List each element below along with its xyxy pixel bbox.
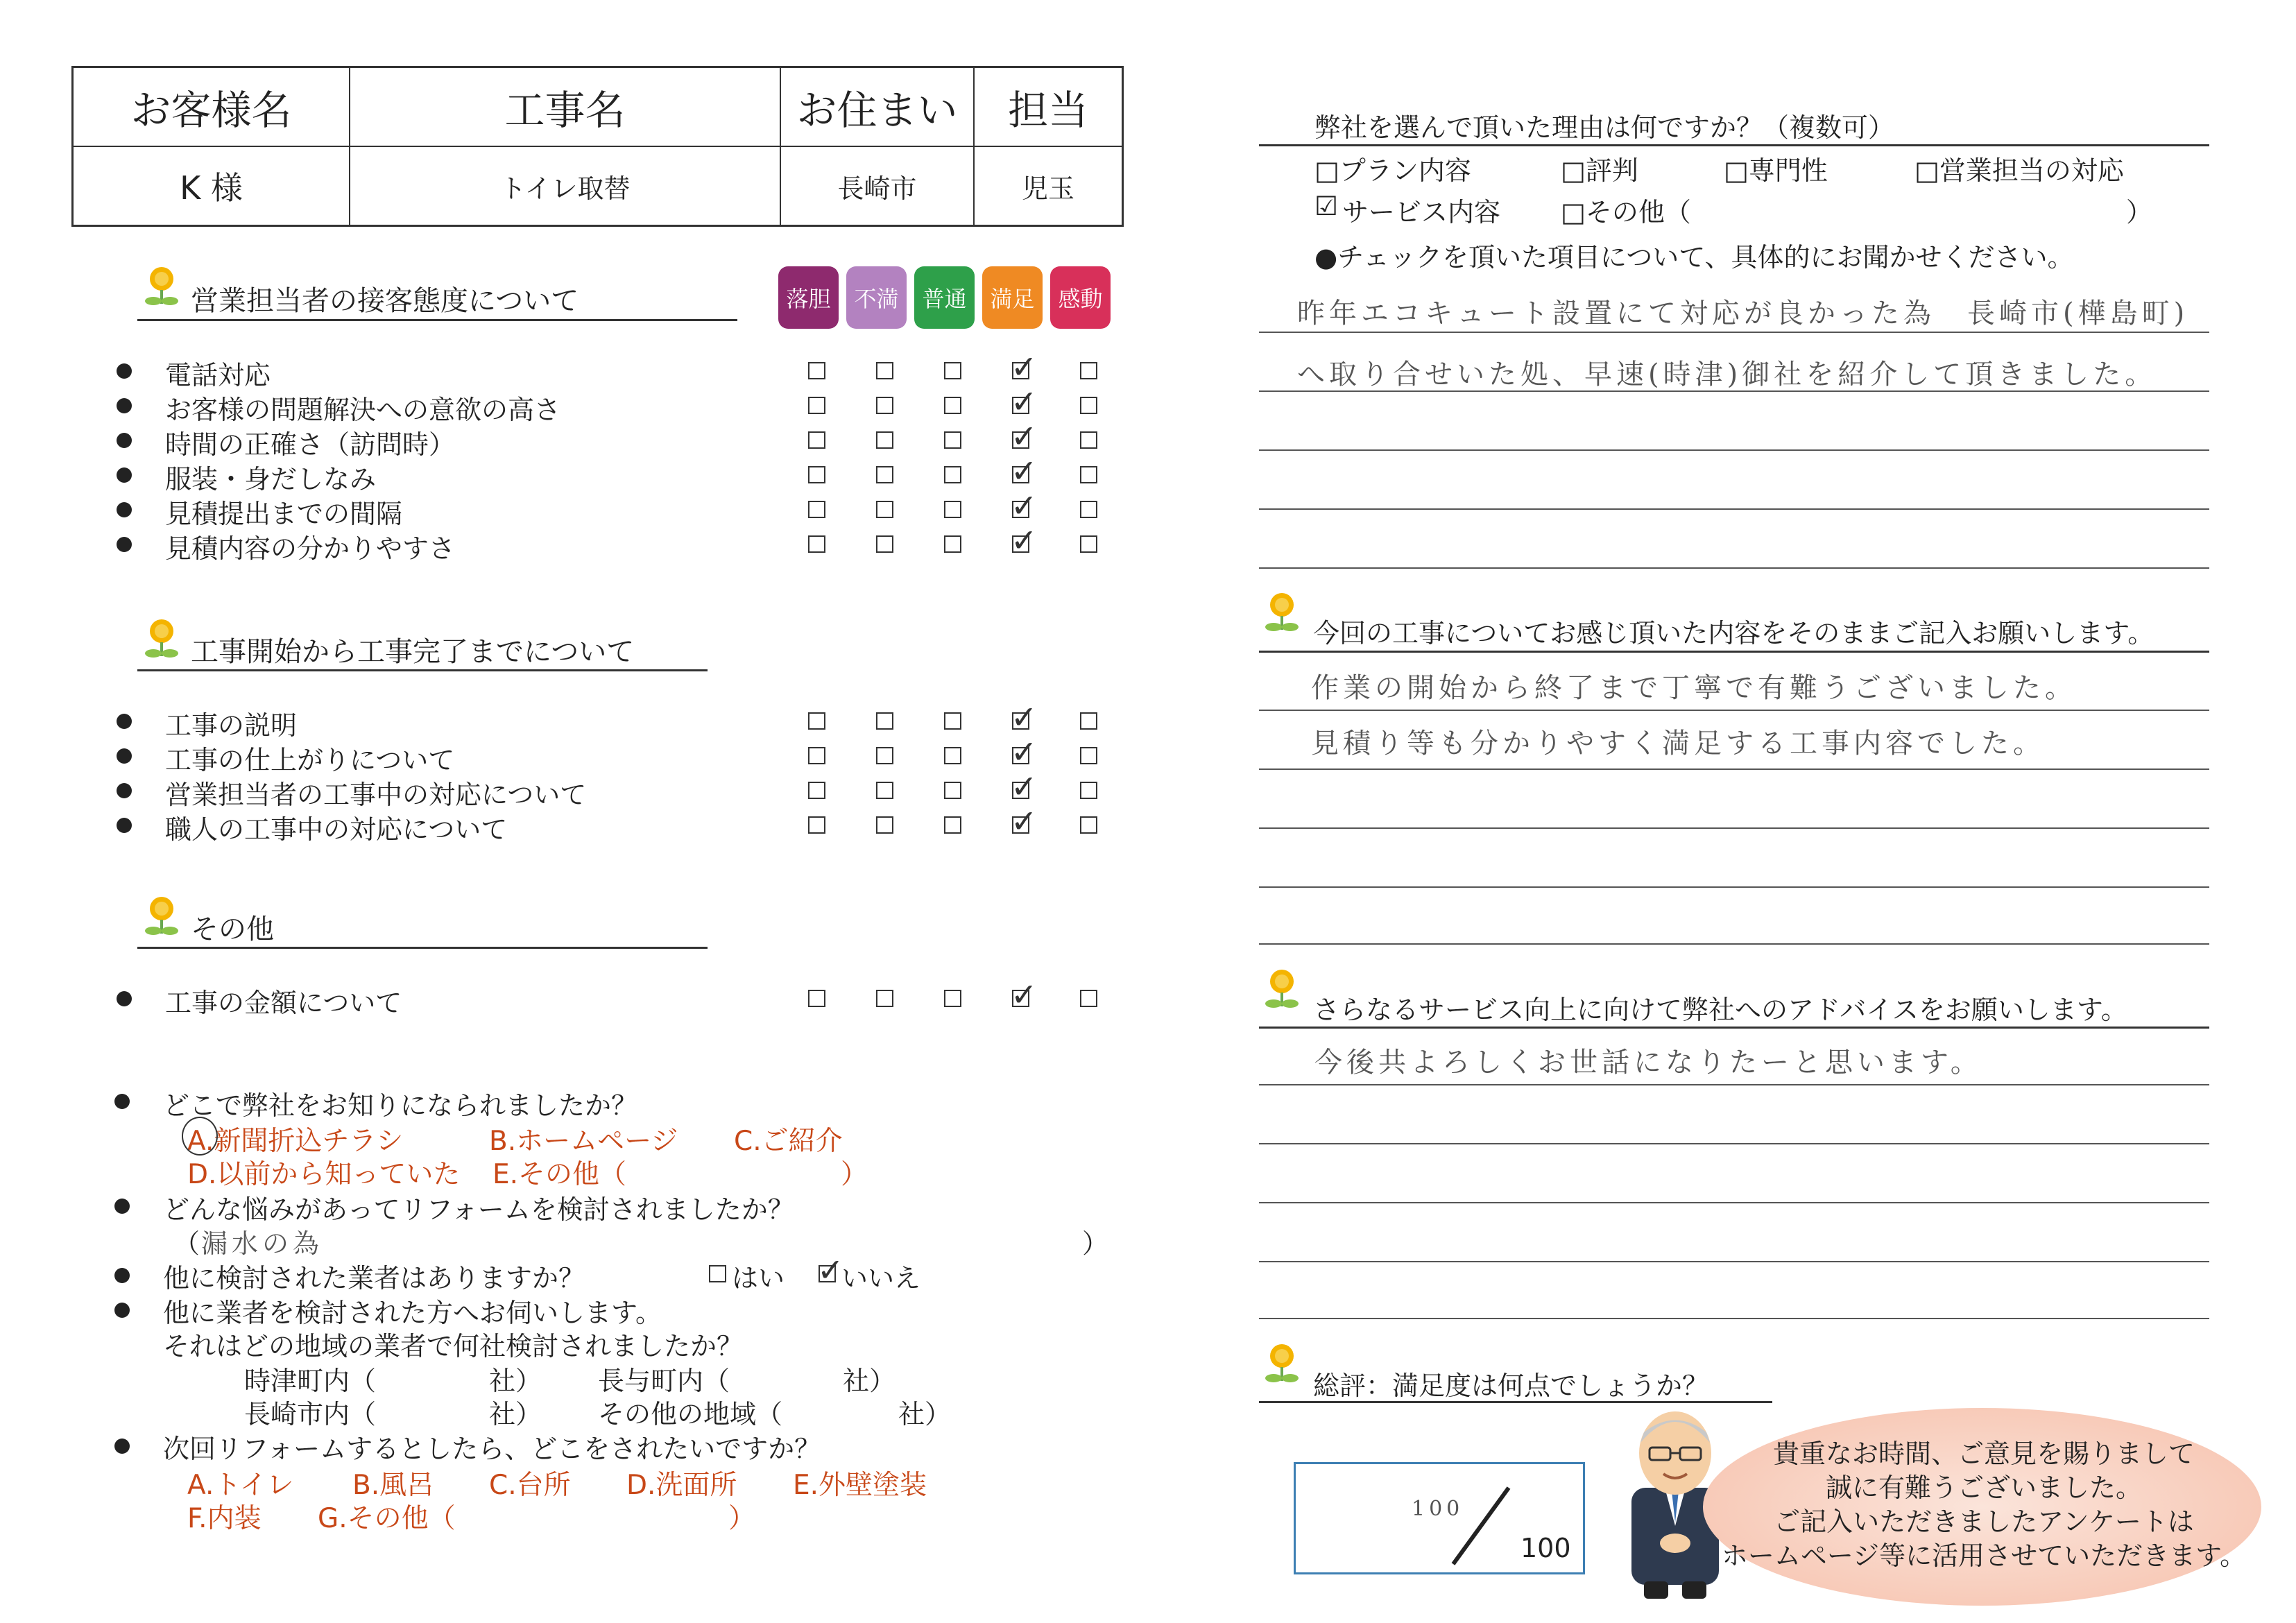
how-know-option-a[interactable]: A.新聞折込チラシ <box>187 1126 404 1157</box>
reason-instruction: ●チェックを頂いた項目について、具体的にお聞かせください。 <box>1314 242 2074 273</box>
check-mark-icon: ✓ <box>1011 487 1038 524</box>
bullet <box>114 1439 130 1454</box>
rating-badge-dissatisfied: 不満 <box>846 266 907 329</box>
check-mark-icon: ✓ <box>1011 802 1038 840</box>
section2-item: 職人の工事中の対応について <box>165 814 508 845</box>
reason-option-service-check[interactable]: ☑ <box>1314 191 1339 221</box>
region-nagasaki-unit: 社） <box>489 1399 542 1429</box>
section1-title: 営業担当者の接客態度について <box>191 285 579 317</box>
rating-checkbox[interactable] <box>876 501 893 518</box>
reason-option-other-close: ） <box>2126 197 2153 227</box>
rating-checkbox[interactable] <box>944 782 961 799</box>
advice-answer-line-1[interactable]: 今後共よろしくお世話になりたーと思います。 <box>1314 1047 1982 1079</box>
next-option-g[interactable]: G.その他（ <box>318 1503 456 1534</box>
rating-checkbox[interactable] <box>944 501 961 518</box>
check-mark-icon: ✓ <box>1011 522 1038 559</box>
score-rule <box>1259 1401 1772 1403</box>
flower-icon <box>142 617 181 662</box>
next-option-f[interactable]: F.内装 <box>187 1503 262 1534</box>
rating-checkbox[interactable] <box>876 816 893 834</box>
rating-checkbox[interactable] <box>808 431 825 449</box>
check-mark-icon: ✓ <box>1011 733 1038 771</box>
answer-line <box>1259 1084 2209 1085</box>
how-know-question: どこで弊社をお知りになられましたか？ <box>163 1090 638 1121</box>
check-mark-icon: ✓ <box>1011 383 1038 420</box>
bullet <box>114 1268 130 1283</box>
other-company-yes-label: はい <box>732 1263 785 1294</box>
reason-option-sales[interactable]: □営業担当の対応 <box>1914 155 2124 186</box>
answer-line <box>1259 1261 2209 1262</box>
bullet <box>117 537 132 552</box>
section1-item: 見積内容の分かりやすさ <box>165 533 456 564</box>
rating-checkbox[interactable] <box>808 535 825 553</box>
rating-badge-normal: 普通 <box>914 266 975 329</box>
rating-checkbox[interactable] <box>808 747 825 764</box>
next-option-e[interactable]: E.外壁塗装 <box>793 1470 927 1501</box>
answer-line <box>1259 332 2209 333</box>
answer-line <box>1259 508 2209 510</box>
rating-checkbox[interactable] <box>1080 362 1097 379</box>
reason-question: 弊社を選んで頂いた理由は何ですか？（複数可） <box>1314 112 1895 143</box>
section2-rule <box>137 669 708 671</box>
reason-answer-line-2[interactable]: へ取り合せいた処、早速(時津)御社を紹介して頂きました。 <box>1297 359 2157 390</box>
bullet <box>117 783 132 798</box>
rating-checkbox[interactable] <box>876 362 893 379</box>
worry-question: どんな悩みがあってリフォームを検討されましたか？ <box>163 1194 794 1225</box>
rating-checkbox[interactable] <box>876 535 893 553</box>
bullet <box>117 748 132 764</box>
region-other-unit: 社） <box>898 1399 952 1429</box>
next-option-a[interactable]: A.トイレ <box>187 1470 294 1501</box>
residence-label: お住まい <box>796 87 958 134</box>
section1-item: 電話対応 <box>165 360 271 390</box>
answer-line <box>1259 886 2209 888</box>
check-mark-icon: ✓ <box>817 1251 844 1289</box>
bullet <box>114 1094 130 1109</box>
customer-name-label: お客様名 <box>130 87 292 134</box>
bullet <box>117 818 132 833</box>
rating-checkbox[interactable] <box>808 466 825 483</box>
bullet <box>117 363 132 379</box>
rating-checkbox[interactable] <box>1080 747 1097 764</box>
flower-icon <box>1262 1342 1301 1386</box>
answer-line <box>1259 390 2209 392</box>
section3-title: その他 <box>191 913 274 945</box>
how-know-option-b[interactable]: B.ホームページ <box>489 1126 678 1157</box>
rating-checkbox[interactable] <box>1080 431 1097 449</box>
bullet <box>117 467 132 483</box>
section1-item: お客様の問題解決への意欲の高さ <box>165 395 561 425</box>
answer-line <box>1259 1143 2209 1144</box>
rating-checkbox[interactable] <box>808 816 825 834</box>
worry-answer[interactable]: 漏水の為 <box>201 1228 324 1259</box>
worry-paren-open: （ <box>173 1228 200 1259</box>
other-company-yes-checkbox[interactable] <box>709 1265 726 1282</box>
advice-question: さらなるサービス向上に向けて弊社へのアドバイスをお願いします。 <box>1313 995 2127 1025</box>
section2-title: 工事開始から工事完了までについて <box>191 636 635 668</box>
region-other: その他の地域（ <box>598 1399 783 1429</box>
customer-name-value: K 様 <box>180 169 243 207</box>
rating-checkbox[interactable] <box>944 397 961 414</box>
bullet <box>114 1303 130 1318</box>
answer-line <box>1259 1202 2209 1203</box>
reason-answer-line-1[interactable]: 昨年エコキュート設置にて対応が良かった為 長崎市(樺島町) <box>1297 298 2189 329</box>
region-question-2: それはどの地域の業者で何社検討されましたか？ <box>163 1331 744 1362</box>
thanks-line-4: ホームページ等に活用させていただきます。 <box>1721 1540 2247 1571</box>
rating-checkbox[interactable] <box>808 397 825 414</box>
region-tokitsu: 時津町内（ <box>244 1366 377 1396</box>
answer-line <box>1259 943 2209 945</box>
score-value: 100 <box>1412 1497 1464 1521</box>
check-mark-icon: ✓ <box>1011 976 1038 1013</box>
region-question-1: 他に業者を検討された方へお伺いします。 <box>163 1298 662 1328</box>
section1-rule <box>137 319 737 321</box>
answer-line <box>1259 710 2209 711</box>
bullet <box>117 433 132 448</box>
residence-value: 長崎市 <box>837 173 917 204</box>
work-name-value: トイレ取替 <box>499 173 631 204</box>
rating-badge-disappointed: 落胆 <box>778 266 839 329</box>
rating-checkbox[interactable] <box>944 747 961 764</box>
rating-checkbox[interactable] <box>876 990 893 1007</box>
impression-question: 今回の工事についてお感じ頂いた内容をそのままご記入お願いします。 <box>1313 618 2154 649</box>
next-option-g-close: ） <box>728 1503 756 1534</box>
bullet <box>114 1199 130 1214</box>
region-nagasaki: 長崎市内（ <box>244 1399 377 1429</box>
rating-checkbox[interactable] <box>944 362 961 379</box>
how-know-option-e-close: ） <box>841 1159 868 1190</box>
customer-info-table <box>71 66 1124 227</box>
rating-checkbox[interactable] <box>876 712 893 730</box>
rating-checkbox[interactable] <box>1080 466 1097 483</box>
selected-circle-mark <box>182 1117 218 1156</box>
rating-checkbox[interactable] <box>808 501 825 518</box>
rating-checkbox[interactable] <box>1080 990 1097 1007</box>
section2-item: 工事の説明 <box>165 710 298 741</box>
section3-rule <box>137 947 708 949</box>
check-mark-icon: ✓ <box>1011 348 1038 386</box>
answer-line <box>1259 768 2209 770</box>
next-option-c[interactable]: C.台所 <box>489 1470 571 1501</box>
flower-icon <box>1262 968 1301 1012</box>
impression-answer-line-1[interactable]: 作業の開始から終了まで丁寧で有難うございました。 <box>1311 672 2077 704</box>
next-option-d[interactable]: D.洗面所 <box>626 1470 737 1501</box>
rating-checkbox[interactable] <box>944 466 961 483</box>
other-company-no-label: いいえ <box>841 1263 921 1294</box>
rating-checkbox[interactable] <box>876 397 893 414</box>
impression-answer-line-2[interactable]: 見積り等も分かりやすく満足する工事内容でした。 <box>1311 728 2045 759</box>
section2-item: 営業担当者の工事中の対応について <box>165 780 587 810</box>
answer-line <box>1259 827 2209 829</box>
region-tokitsu-unit: 社） <box>489 1366 542 1396</box>
section2-item: 工事の仕上がりについて <box>165 745 455 775</box>
rating-checkbox[interactable] <box>1080 535 1097 553</box>
impression-rule <box>1259 651 2209 653</box>
answer-line <box>1259 567 2209 569</box>
rating-checkbox[interactable] <box>1080 397 1097 414</box>
check-mark-icon: ✓ <box>1011 452 1038 490</box>
staff-label: 担当 <box>1007 87 1088 134</box>
staff-value: 児玉 <box>1021 173 1074 204</box>
reason-option-expertise[interactable]: □専門性 <box>1724 155 1828 186</box>
check-mark-icon: ✓ <box>1011 698 1038 736</box>
answer-line <box>1259 1318 2209 1319</box>
other-company-question: 他に検討された業者はありますか？ <box>163 1263 585 1294</box>
rating-checkbox[interactable] <box>808 712 825 730</box>
rating-checkbox[interactable] <box>944 535 961 553</box>
bullet <box>117 502 132 517</box>
thanks-line-3: ご記入いただきましたアンケートは <box>1774 1506 2194 1537</box>
rating-checkbox[interactable] <box>876 782 893 799</box>
score-question: 総評：満足度は何点でしょうか？ <box>1313 1371 1709 1401</box>
flower-icon <box>142 265 181 309</box>
rating-checkbox[interactable] <box>944 712 961 730</box>
worry-paren-close: ） <box>1082 1228 1109 1259</box>
rating-checkbox[interactable] <box>808 362 825 379</box>
next-option-b[interactable]: B.風呂 <box>352 1470 434 1501</box>
rating-badge-impressed: 感動 <box>1050 266 1111 329</box>
reason-option-other[interactable]: □その他（ <box>1561 197 1691 227</box>
thanks-line-2: 誠に有難うございました。 <box>1825 1472 2142 1503</box>
region-nagayo-unit: 社） <box>843 1366 896 1396</box>
how-know-option-c[interactable]: C.ご紹介 <box>734 1126 843 1157</box>
rating-checkbox[interactable] <box>876 466 893 483</box>
rating-checkbox[interactable] <box>1080 782 1097 799</box>
rating-checkbox[interactable] <box>944 431 961 449</box>
bullet <box>117 398 132 413</box>
flower-icon <box>1262 591 1301 635</box>
score-max: 100 <box>1520 1533 1571 1563</box>
rating-checkbox[interactable] <box>944 816 961 834</box>
rating-checkbox[interactable] <box>808 782 825 799</box>
thanks-line-1: 貴重なお時間、ご意見を賜りまして <box>1772 1439 2195 1469</box>
reason-option-reputation[interactable]: □評判 <box>1561 155 1638 186</box>
reason-option-plan[interactable]: □プラン内容 <box>1314 155 1471 186</box>
work-name-label: 工事名 <box>504 87 626 134</box>
rating-checkbox[interactable] <box>876 431 893 449</box>
section1-item: 服装・身だしなみ <box>165 464 377 495</box>
region-nagayo: 長与町内（ <box>598 1366 730 1396</box>
rating-checkbox[interactable] <box>1080 816 1097 834</box>
how-know-option-d[interactable]: D.以前から知っていた <box>187 1159 461 1190</box>
rating-checkbox[interactable] <box>944 990 961 1007</box>
rating-checkbox[interactable] <box>1080 501 1097 518</box>
rating-checkbox[interactable] <box>876 747 893 764</box>
rating-badge-satisfied: 満足 <box>982 266 1043 329</box>
check-mark-icon: ✓ <box>1011 418 1038 455</box>
bullet <box>117 714 132 729</box>
rating-checkbox[interactable] <box>1080 712 1097 730</box>
advice-rule <box>1259 1027 2209 1029</box>
reason-option-service: サービス内容 <box>1342 197 1501 227</box>
bullet <box>117 991 132 1006</box>
how-know-option-e[interactable]: E.その他（ <box>492 1159 627 1190</box>
reason-rule <box>1259 144 2209 146</box>
flower-icon <box>142 895 181 939</box>
section1-item: 見積提出までの間隔 <box>165 499 403 529</box>
check-mark-icon: ✓ <box>1011 768 1038 805</box>
section1-item: 時間の正確さ（訪問時） <box>165 429 456 460</box>
next-reform-question: 次回リフォームするとしたら、どこをされたいですか？ <box>163 1434 821 1464</box>
answer-line <box>1259 449 2209 451</box>
section3-item: 工事の金額について <box>165 988 402 1018</box>
slash-divider <box>1450 1484 1512 1568</box>
rating-checkbox[interactable] <box>808 990 825 1007</box>
